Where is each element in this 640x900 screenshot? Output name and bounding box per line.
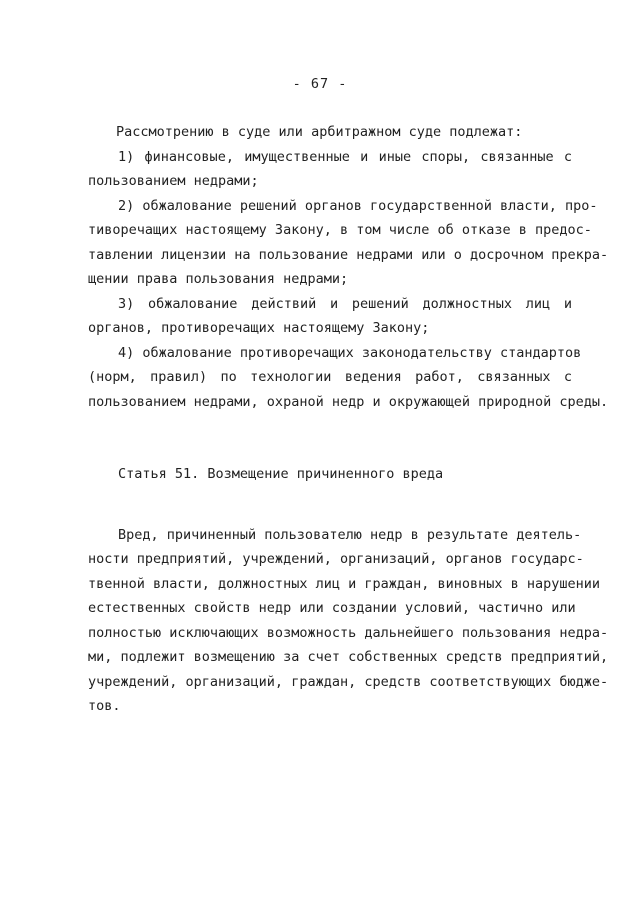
paragraph-line: естественных свойств недр или создании условий, частично или bbox=[88, 600, 576, 616]
paragraph-line: Вред, причиненный пользователю недр в результате деятель- bbox=[118, 526, 582, 543]
section-gap bbox=[88, 414, 572, 462]
paragraph-line: тиворечащих настоящему Законy, в том числе об отказе в предос- bbox=[88, 222, 592, 238]
paragraph-line: тов. bbox=[88, 698, 121, 714]
section-gap bbox=[88, 487, 572, 523]
paragraph-line: учреждений, организаций, граждан, средств соответствующих бюдже- bbox=[88, 673, 609, 690]
list-item-4 bbox=[88, 341, 609, 415]
paragraph-line: ми, подлежит возмещению за счет собственных средств предприятий, bbox=[88, 649, 609, 665]
paragraph-line: твенной власти, должностных лиц и граждан, виновных в нарушении bbox=[88, 575, 601, 592]
paragraph-line: тавлении лицензии на пользование недрами или о досрочном прекра- bbox=[88, 246, 609, 263]
paragraph-line: полностью исключающих возможность дальнейшего пользования недра- bbox=[88, 624, 609, 641]
paragraph-line: органов, противоречащих настоящему Закону; bbox=[88, 320, 430, 336]
intro-paragraph bbox=[88, 120, 572, 145]
list-item-3 bbox=[88, 292, 572, 341]
paragraph-line: 4) обжалование противоречащих законодательству стандартов bbox=[118, 344, 582, 361]
paragraph-line: ности предприятий, учреждений, организаций, органов государс- bbox=[88, 551, 584, 567]
list-item-1 bbox=[88, 145, 572, 194]
page-number: - 67 - bbox=[292, 76, 348, 92]
paragraph-line: Рассмотрению в суде или арбитражном суде подлежат: bbox=[116, 124, 523, 140]
document-body bbox=[88, 120, 609, 719]
paragraph-line: 1) финансовые, имущественные и иные споры, связанные с bbox=[118, 148, 572, 165]
article-paragraph bbox=[88, 523, 609, 719]
article-heading: Статья 51. Возмещение причиненного вреда bbox=[118, 466, 444, 482]
paragraph-line: (норм, правил) по технологии ведения работ, связанных с bbox=[88, 369, 572, 385]
paragraph-line: щении права пользования недрами; bbox=[88, 271, 349, 287]
paragraph-line: пользованием недрами, охраной недр и окружающей природной среды. bbox=[88, 393, 609, 410]
paragraph-line: пользованием недрами; bbox=[88, 173, 259, 189]
paragraph-line: 2) обжалование решений органов государственной власти, про- bbox=[118, 197, 598, 214]
paragraph-line: 3) обжалование действий и решений должностных лиц и bbox=[118, 295, 572, 312]
list-item-2 bbox=[88, 194, 609, 292]
